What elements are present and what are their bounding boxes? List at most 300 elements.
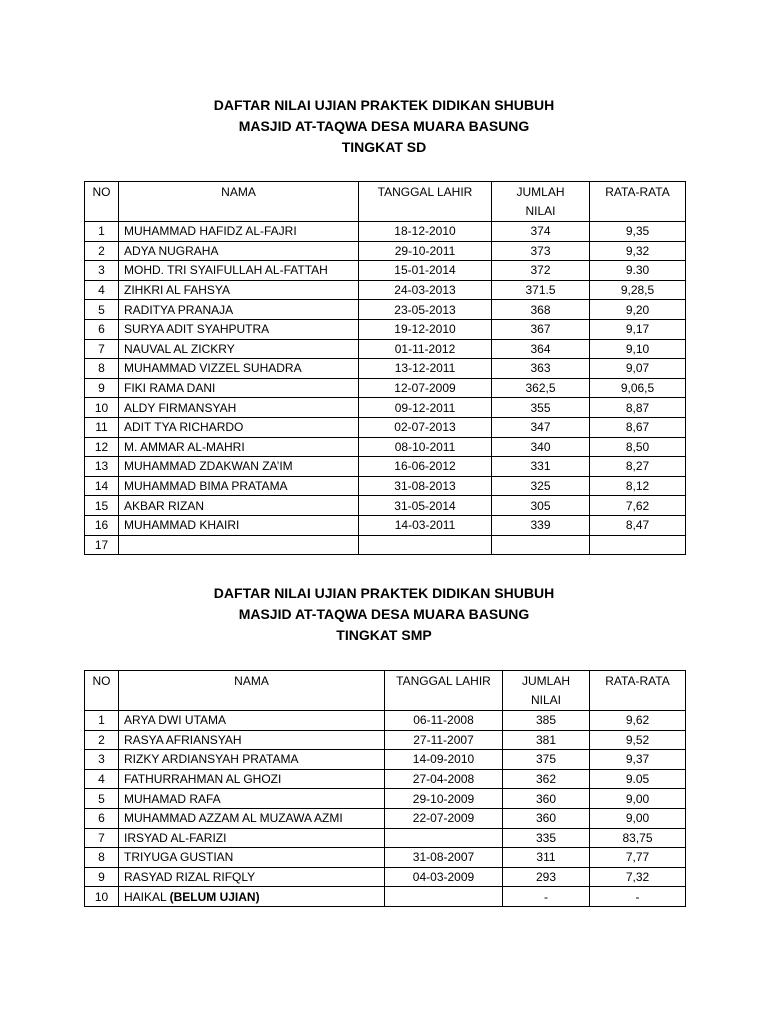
cell-rata-rata: [590, 378, 686, 398]
cell-no-text: 7: [98, 341, 105, 356]
cell-rata-rata: [590, 437, 686, 457]
cell-jumlah-nilai: [492, 261, 590, 281]
cell-jumlah-nilai: [492, 476, 590, 496]
cell-nama: [119, 417, 359, 437]
cell-no: [85, 828, 119, 848]
cell-nama: [119, 241, 359, 261]
cell-no: [85, 280, 119, 300]
table-header-row: [85, 671, 686, 711]
cell-jumlah-nilai: [503, 808, 590, 828]
cell-tanggal-lahir: [385, 750, 503, 770]
cell-rata-rata: [590, 300, 686, 320]
cell-rata-rata: [590, 828, 686, 848]
cell-nama: [119, 457, 359, 477]
cell-jumlah-nilai-text: 374: [530, 224, 551, 239]
cell-no-text: 12: [94, 439, 109, 454]
cell-jumlah-nilai-text: -: [544, 889, 548, 904]
cell-no-text: 1: [98, 713, 105, 728]
cell-jumlah-nilai-text: 367: [530, 322, 551, 337]
cell-rata-rata-text: 9,00: [625, 791, 650, 806]
cell-no: [85, 261, 119, 281]
cell-nama: [119, 515, 359, 535]
sd-score-table: [84, 181, 686, 555]
cell-jumlah-nilai-text: 335: [535, 830, 557, 845]
cell-nama-text: RADITYA PRANAJA: [124, 302, 234, 317]
cell-rata-rata-text: 9,32: [625, 243, 650, 258]
cell-jumlah-nilai: [503, 848, 590, 868]
cell-rata-rata: [590, 750, 686, 770]
cell-tanggal-lahir-text: 16-06-2012: [394, 459, 456, 474]
cell-no: [85, 808, 119, 828]
sd-title-line-2: MASJID AT-TAQWA DESA MUARA BASUNG: [238, 118, 530, 134]
cell-tanggal-lahir-text: 06-11-2008: [413, 713, 474, 728]
cell-tanggal-lahir: [359, 300, 492, 320]
cell-rata-rata: [590, 711, 686, 731]
table-row: [85, 222, 686, 242]
cell-tanggal-lahir-text: 29-10-2011: [394, 243, 456, 258]
cell-rata-rata-text: -: [635, 889, 640, 904]
header-no: NO: [85, 182, 119, 222]
cell-nama-text: ADYA NUGRAHA: [124, 243, 219, 258]
cell-tanggal-lahir-text: 27-11-2007: [413, 732, 474, 747]
table-row: [85, 887, 686, 907]
cell-jumlah-nilai-text: 368: [530, 302, 551, 317]
cell-tanggal-lahir-text: 31-05-2014: [394, 498, 456, 513]
table-row: [85, 359, 686, 379]
cell-tanggal-lahir-text: 24-03-2013: [394, 283, 456, 298]
cell-rata-rata: [590, 769, 686, 789]
cell-jumlah-nilai: [492, 437, 590, 457]
cell-rata-rata-text: 7,62: [625, 498, 650, 513]
cell-tanggal-lahir: [359, 398, 492, 418]
not-yet-tested-note: (BELUM UJIAN): [169, 889, 260, 904]
header-nama: NAMA: [119, 671, 385, 711]
cell-nama-text: AKBAR RIZAN: [124, 498, 205, 513]
cell-tanggal-lahir: [385, 789, 503, 809]
cell-rata-rata-text: 8,27: [625, 459, 650, 474]
cell-jumlah-nilai-text: 385: [535, 713, 557, 728]
cell-jumlah-nilai-text: 363: [530, 361, 551, 376]
cell-tanggal-lahir: [359, 535, 492, 555]
cell-tanggal-lahir-text: 31-08-2013: [394, 479, 456, 494]
cell-nama: [119, 808, 385, 828]
cell-no-text: 10: [94, 400, 109, 415]
cell-rata-rata: [590, 280, 686, 300]
cell-jumlah-nilai: [503, 730, 590, 750]
cell-nama-text: SURYA ADIT SYAHPUTRA: [124, 322, 270, 337]
table-row: [85, 750, 686, 770]
cell-nama-text: FIKI RAMA DANI: [124, 381, 216, 396]
cell-tanggal-lahir-text: 22-07-2009: [412, 811, 475, 826]
cell-no-text: 4: [98, 772, 105, 787]
cell-nama: [119, 222, 359, 242]
cell-tanggal-lahir-text: 27-04-2008: [412, 772, 475, 787]
cell-jumlah-nilai-text: 340: [530, 439, 551, 454]
cell-no-text: 2: [98, 243, 105, 258]
table-row: [85, 828, 686, 848]
table-row: [85, 848, 686, 868]
table-row: [85, 730, 686, 750]
header-nama: NAMA: [119, 182, 359, 222]
cell-jumlah-nilai: [492, 300, 590, 320]
cell-nama: [119, 750, 385, 770]
cell-jumlah-nilai: [492, 241, 590, 261]
cell-rata-rata: [590, 222, 686, 242]
cell-no: [85, 535, 119, 555]
cell-jumlah-nilai-text: 331: [530, 459, 551, 474]
cell-jumlah-nilai: [492, 417, 590, 437]
cell-no-text: 7: [98, 830, 105, 845]
cell-no: [85, 319, 119, 339]
cell-tanggal-lahir: [385, 808, 503, 828]
table-row: [85, 261, 686, 281]
cell-nama: [119, 789, 385, 809]
table-row: [85, 398, 686, 418]
table-row: [85, 300, 686, 320]
cell-nama-text: NAUVAL AL ZICKRY: [124, 341, 235, 356]
cell-jumlah-nilai-text: 362,5: [525, 381, 556, 396]
cell-jumlah-nilai: [492, 222, 590, 242]
cell-jumlah-nilai-text: 355: [530, 400, 551, 415]
cell-rata-rata-text: 9,28,5: [620, 283, 655, 298]
cell-no: [85, 241, 119, 261]
table-header-row: [85, 182, 686, 222]
cell-no-text: 17: [94, 537, 109, 552]
cell-rata-rata-text: 9.30: [625, 263, 650, 278]
smp-score-table: [84, 670, 686, 907]
cell-nama: [119, 261, 359, 281]
cell-tanggal-lahir: [359, 496, 492, 516]
cell-nama-text: MUHAMMAD AZZAM AL MUZAWA AZMI: [124, 811, 343, 826]
cell-rata-rata: [590, 241, 686, 261]
cell-nama: [119, 476, 359, 496]
cell-nama-text: MUHAMAD RAFA: [124, 791, 221, 806]
header-no: NO: [85, 671, 119, 711]
cell-jumlah-nilai: [503, 711, 590, 731]
cell-rata-rata: [590, 339, 686, 359]
cell-rata-rata-text: 9,17: [625, 322, 650, 337]
cell-jumlah-nilai-text: 371.5: [525, 283, 556, 298]
table-row: [85, 476, 686, 496]
cell-nama: [119, 300, 359, 320]
cell-no-text: 3: [98, 263, 105, 278]
cell-no: [85, 711, 119, 731]
cell-jumlah-nilai: [492, 378, 590, 398]
cell-nama-text: MUHAMMAD HAFIDZ AL-FAJRI: [124, 224, 297, 239]
cell-tanggal-lahir: [359, 378, 492, 398]
cell-nama: [119, 378, 359, 398]
cell-jumlah-nilai-text: 375: [535, 752, 557, 767]
cell-tanggal-lahir: [385, 730, 503, 750]
cell-jumlah-nilai: [492, 359, 590, 379]
table-row: [85, 808, 686, 828]
cell-tanggal-lahir: [359, 319, 492, 339]
table-row: [85, 339, 686, 359]
cell-nama: [119, 828, 385, 848]
cell-no-text: 6: [98, 322, 105, 337]
cell-tanggal-lahir: [359, 241, 492, 261]
cell-jumlah-nilai: [503, 867, 590, 887]
table-row: [85, 496, 686, 516]
cell-tanggal-lahir-text: 15-01-2014: [394, 263, 456, 278]
cell-nama-text: MUHAMMAD ZDAKWAN ZA’IM: [124, 459, 293, 474]
cell-tanggal-lahir-text: 23-05-2013: [394, 302, 456, 317]
cell-nama-text: MUHAMMAD BIMA PRATAMA: [124, 479, 288, 494]
cell-no: [85, 476, 119, 496]
cell-nama-text: RASYA AFRIANSYAH: [124, 732, 242, 747]
cell-jumlah-nilai-text: 381: [535, 732, 557, 747]
cell-jumlah-nilai-text: 311: [536, 850, 556, 865]
cell-tanggal-lahir-text: 29-10-2009: [412, 791, 475, 806]
table-row: [85, 769, 686, 789]
smp-title-line-1: DAFTAR NILAI UJIAN PRAKTEK DIDIKAN SHUBUH: [213, 585, 555, 601]
cell-rata-rata: [590, 867, 686, 887]
cell-rata-rata: [590, 398, 686, 418]
cell-no-text: 15: [94, 498, 109, 513]
cell-rata-rata-text: 9,62: [625, 713, 650, 728]
cell-tanggal-lahir-text: 19-12-2010: [394, 322, 456, 337]
cell-tanggal-lahir-text: 14-09-2010: [412, 752, 475, 767]
cell-jumlah-nilai: [492, 339, 590, 359]
cell-tanggal-lahir-text: 18-12-2010: [394, 224, 456, 239]
cell-jumlah-nilai: [503, 750, 590, 770]
cell-no: [85, 457, 119, 477]
cell-no: [85, 496, 119, 516]
cell-no: [85, 730, 119, 750]
cell-no: [85, 398, 119, 418]
cell-tanggal-lahir-text: 09-12-2011: [394, 400, 456, 415]
cell-no: [85, 789, 119, 809]
sd-title: [0, 95, 768, 158]
cell-rata-rata: [590, 319, 686, 339]
header-rata-rata: RATA-RATA: [590, 671, 686, 711]
header-tanggal-lahir: TANGGAL LAHIR: [359, 182, 492, 222]
cell-nama-text: TRIYUGA GUSTIAN: [124, 850, 234, 865]
cell-no-text: 9: [98, 870, 105, 885]
cell-no: [85, 222, 119, 242]
cell-rata-rata: [590, 789, 686, 809]
cell-nama: [119, 730, 385, 750]
cell-nama: [119, 437, 359, 457]
smp-title: [0, 583, 768, 646]
cell-no-text: 5: [98, 302, 105, 317]
cell-no-text: 6: [98, 811, 105, 826]
cell-nama-text: RIZKY ARDIANSYAH PRATAMA: [124, 752, 299, 767]
cell-jumlah-nilai-text: 362: [535, 772, 557, 787]
cell-rata-rata-text: 9,35: [625, 224, 650, 239]
cell-tanggal-lahir: [359, 437, 492, 457]
cell-no: [85, 887, 119, 907]
cell-jumlah-nilai-text: 372: [530, 263, 551, 278]
cell-nama: [119, 535, 359, 555]
cell-nama: [119, 848, 385, 868]
cell-nama-text: ALDY FIRMANSYAH: [124, 400, 237, 415]
cell-rata-rata-text: 8,50: [625, 439, 650, 454]
smp-title-line-2: MASJID AT-TAQWA DESA MUARA BASUNG: [238, 606, 530, 622]
cell-nama: [119, 867, 385, 887]
header-tanggal-lahir: TANGGAL LAHIR: [385, 671, 503, 711]
cell-no-text: 3: [98, 752, 105, 767]
cell-nama: [119, 339, 359, 359]
cell-no: [85, 300, 119, 320]
cell-rata-rata-text: 8,12: [625, 479, 650, 494]
cell-nama: [119, 280, 359, 300]
cell-nama: [119, 496, 359, 516]
cell-no: [85, 417, 119, 437]
cell-jumlah-nilai: [492, 515, 590, 535]
cell-no: [85, 750, 119, 770]
cell-nama: [119, 711, 385, 731]
sd-title-line-1: DAFTAR NILAI UJIAN PRAKTEK DIDIKAN SHUBUH: [213, 97, 555, 113]
cell-jumlah-nilai-text: 339: [530, 518, 551, 533]
cell-rata-rata: [590, 535, 686, 555]
cell-nama: [119, 319, 359, 339]
cell-tanggal-lahir-text: 08-10-2011: [394, 439, 456, 454]
cell-rata-rata-text: 9,00: [625, 811, 650, 826]
cell-jumlah-nilai-text: 347: [530, 420, 551, 435]
cell-jumlah-nilai: [492, 398, 590, 418]
cell-rata-rata-text: 9,20: [625, 302, 650, 317]
cell-no-text: 8: [98, 850, 105, 865]
cell-tanggal-lahir-text: 01-11-2012: [394, 341, 456, 356]
cell-nama-text: IRSYAD AL-FARIZI: [124, 830, 227, 845]
cell-nama: [119, 887, 385, 907]
cell-tanggal-lahir: [359, 359, 492, 379]
cell-tanggal-lahir-text: 31-08-2007: [412, 850, 475, 865]
cell-tanggal-lahir: [385, 867, 503, 887]
cell-tanggal-lahir: [359, 222, 492, 242]
cell-nama-text: ARYA DWI UTAMA: [124, 713, 227, 728]
header-rata-rata: RATA-RATA: [590, 182, 686, 222]
cell-nama-text: RASYAD RIZAL RIFQLY: [124, 870, 256, 885]
table-row: [85, 280, 686, 300]
cell-rata-rata: [590, 848, 686, 868]
cell-rata-rata: [590, 730, 686, 750]
cell-rata-rata: [590, 457, 686, 477]
cell-nama-text: MUHAMMAD VIZZEL SUHADRA: [124, 361, 302, 376]
table-row: [85, 241, 686, 261]
cell-no-text: 11: [95, 420, 108, 435]
cell-jumlah-nilai: [492, 319, 590, 339]
cell-tanggal-lahir: [359, 280, 492, 300]
cell-rata-rata-text: 83,75: [622, 830, 653, 845]
cell-tanggal-lahir-text: 02-07-2013: [394, 420, 456, 435]
cell-no-text: 4: [98, 283, 105, 298]
cell-jumlah-nilai: [492, 496, 590, 516]
cell-no: [85, 359, 119, 379]
table-row: [85, 457, 686, 477]
cell-tanggal-lahir-text: 04-03-2009: [412, 870, 475, 885]
cell-jumlah-nilai: [492, 535, 590, 555]
cell-tanggal-lahir: [359, 417, 492, 437]
cell-jumlah-nilai: [492, 457, 590, 477]
cell-no: [85, 848, 119, 868]
cell-tanggal-lahir: [385, 848, 503, 868]
cell-tanggal-lahir: [385, 887, 503, 907]
cell-rata-rata: [590, 261, 686, 281]
cell-nama-text: MUHAMMAD KHAIRI: [124, 518, 240, 533]
cell-tanggal-lahir: [359, 476, 492, 496]
table-row: [85, 789, 686, 809]
cell-no-text: 8: [98, 361, 105, 376]
table-row: [85, 319, 686, 339]
cell-no-text: 5: [98, 791, 105, 806]
smp-title-line-3: TINGKAT SMP: [336, 627, 432, 643]
cell-no: [85, 769, 119, 789]
table-row: [85, 711, 686, 731]
cell-nama-text: ADIT TYA RICHARDO: [124, 420, 244, 435]
cell-rata-rata: [590, 808, 686, 828]
cell-no-text: 2: [98, 732, 105, 747]
cell-rata-rata-text: 8,67: [625, 420, 650, 435]
table-row: [85, 515, 686, 535]
cell-nama-text: MOHD. TRI SYAIFULLAH AL-FATTAH: [124, 263, 328, 278]
cell-nama-text: ZIHKRI AL FAHSYA: [124, 283, 231, 298]
cell-nama: [119, 359, 359, 379]
cell-no: [85, 867, 119, 887]
cell-no-text: 14: [94, 479, 109, 494]
cell-jumlah-nilai: [503, 789, 590, 809]
cell-tanggal-lahir: [385, 769, 503, 789]
header-jumlah-nilai: JUMLAH NILAI: [492, 182, 590, 222]
cell-rata-rata: [590, 476, 686, 496]
cell-rata-rata-text: 7,77: [625, 850, 650, 865]
cell-jumlah-nilai-text: 360: [535, 791, 557, 806]
cell-jumlah-nilai-text: 293: [535, 870, 557, 885]
cell-jumlah-nilai: [503, 887, 590, 907]
cell-no: [85, 339, 119, 359]
table-row: [85, 378, 686, 398]
cell-rata-rata-text: 8,47: [625, 518, 650, 533]
cell-no: [85, 378, 119, 398]
cell-rata-rata-text: 9.05: [625, 772, 650, 787]
table-row: [85, 437, 686, 457]
cell-nama: [119, 398, 359, 418]
cell-tanggal-lahir: [385, 828, 503, 848]
cell-tanggal-lahir: [359, 457, 492, 477]
header-jumlah-nilai: JUMLAH NILAI: [503, 671, 590, 711]
cell-tanggal-lahir: [359, 339, 492, 359]
cell-rata-rata-text: 9,52: [625, 732, 650, 747]
cell-tanggal-lahir: [359, 515, 492, 535]
cell-no: [85, 437, 119, 457]
cell-rata-rata: [590, 887, 686, 907]
cell-tanggal-lahir-text: 13-12-2011: [394, 361, 456, 376]
cell-rata-rata-text: 9,10: [625, 341, 650, 356]
cell-tanggal-lahir: [359, 261, 492, 281]
cell-jumlah-nilai: [492, 280, 590, 300]
cell-jumlah-nilai-text: 373: [530, 243, 551, 258]
cell-no: [85, 515, 119, 535]
cell-rata-rata: [590, 515, 686, 535]
cell-jumlah-nilai: [503, 769, 590, 789]
cell-nama-text: HAIKAL: [124, 889, 167, 904]
cell-rata-rata: [590, 359, 686, 379]
cell-jumlah-nilai: [503, 828, 590, 848]
cell-tanggal-lahir: [385, 711, 503, 731]
cell-nama-text: M. AMMAR AL-MAHRI: [124, 439, 245, 454]
sd-title-line-3: TINGKAT SD: [341, 139, 427, 155]
cell-jumlah-nilai-text: 325: [530, 479, 551, 494]
cell-no-text: 16: [94, 518, 109, 533]
table-row: [85, 417, 686, 437]
cell-nama-text: FATHURRAHMAN AL GHOZI: [124, 772, 282, 787]
cell-tanggal-lahir-text: 12-07-2009: [394, 381, 456, 396]
cell-jumlah-nilai-text: 360: [535, 811, 557, 826]
cell-rata-rata-text: 7,32: [625, 870, 650, 885]
table-row: [85, 535, 686, 555]
cell-rata-rata-text: 9,07: [625, 361, 650, 376]
